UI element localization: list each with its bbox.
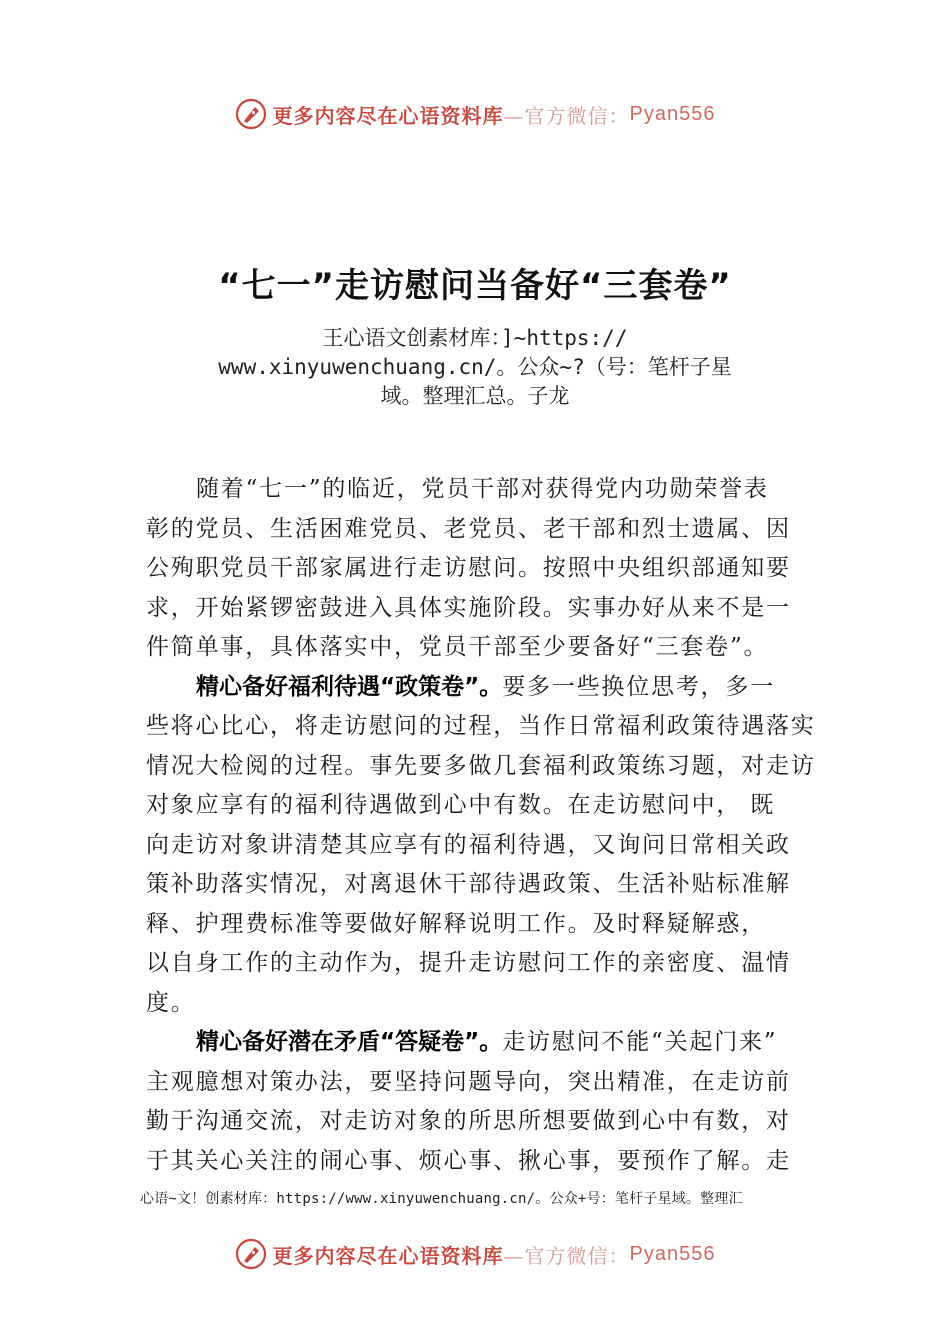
paragraph-2-first-rest: 要多一些换位思考，多一: [502, 673, 776, 700]
pen-nib-logo-icon: [235, 98, 267, 130]
paragraph-3-lead: 精心备好潜在矛盾“答疑卷”。: [196, 1029, 503, 1055]
banner-text-official: —官方微信：: [503, 103, 630, 128]
paragraph-3-line: 勤于沟通交流，对走访对象的所思所想要做到心中有数，对: [146, 1108, 791, 1134]
paragraph-2-line: 对象应享有的福利待遇做到心中有数。在走访慰问中， 既: [146, 792, 776, 818]
paragraph-1-line: 彰的党员、生活困难党员、老党员、老干部和烈士遗属、因: [146, 515, 791, 542]
paragraph-3-first-rest: 走访慰问不能“关起门来”: [502, 1029, 778, 1055]
banner-text-main: 更多内容尽在心语资料库: [272, 103, 504, 128]
article-body: [146, 470, 826, 1181]
paragraph-2-line: 策补助落实情况，对离退休干部待遇政策、生活补贴标准解: [146, 871, 791, 897]
document-title: “七一”走访慰问当备好“三套卷”: [218, 266, 732, 306]
paragraph-2-line: 以自身工作的主动作为，提升走访慰问工作的亲密度、温情: [146, 950, 791, 976]
paragraph-2-line: 释、护理费标准等要做好解释说明工作。及时释疑解惑，: [146, 910, 766, 937]
paragraph-1-line: 求，开始紧锣密鼓进入具体实施阶段。实事办好从来不是一: [146, 594, 791, 621]
paragraph-2-first-line: [146, 668, 826, 708]
banner-text-main: 更多内容尽在心语资料库: [272, 1243, 504, 1268]
banner-text-wechat-id: Pyan556: [629, 1242, 716, 1265]
paragraph-3-first-line: [146, 1023, 826, 1063]
footer-source-note: 心语~文！创素材库：https://www.xinyuwenchuang.cn/。公众+号：笔杆子星域。整理汇: [140, 1191, 743, 1207]
source-line: 王心语文创素材库：]~https://: [322, 326, 628, 350]
paragraph-2-line: 度。: [146, 989, 196, 1016]
banner-text-official: —官方微信：: [503, 1243, 630, 1268]
source-line: 域。整理汇总。子龙: [380, 384, 570, 408]
paragraph-1-line: 随着“七一”的临近，党员干部对获得党内功勋荣誉表: [196, 476, 769, 502]
source-attribution: [180, 324, 770, 411]
footer-banner: [0, 1234, 950, 1274]
paragraph-2-lead: 精心备好福利待遇“政策卷”。: [196, 673, 503, 700]
source-line: www.xinyuwenchuang.cn/。公众~?（号：笔杆子星: [218, 355, 732, 379]
paragraph-2-line: 向走访对象讲清楚其应享有的福利待遇，又询问日常相关政: [146, 831, 791, 858]
paragraph-2-line: 情况大检阅的过程。事先要多做几套福利政策练习题，对走访: [146, 752, 816, 779]
banner-text-wechat-id: Pyan556: [629, 102, 716, 125]
header-banner: [0, 94, 950, 134]
paragraph-2-line: 些将心比心，将走访慰问的过程，当作日常福利政策待遇落实: [146, 713, 816, 739]
pen-nib-logo-icon: [235, 1238, 267, 1270]
paragraph-1-line: 公殉职党员干部家属进行走访慰问。按照中央组织部通知要: [146, 555, 791, 581]
paragraph-1-line: 件简单事，具体落实中，党员干部至少要备好“三套卷”。: [146, 634, 769, 660]
paragraph-3-line: 于其关心关注的闹心事、烦心事、揪心事，要预作了解。走: [146, 1147, 791, 1174]
paragraph-3-line: 主观臆想对策办法，要坚持问题导向，突出精准，在走访前: [146, 1068, 791, 1095]
